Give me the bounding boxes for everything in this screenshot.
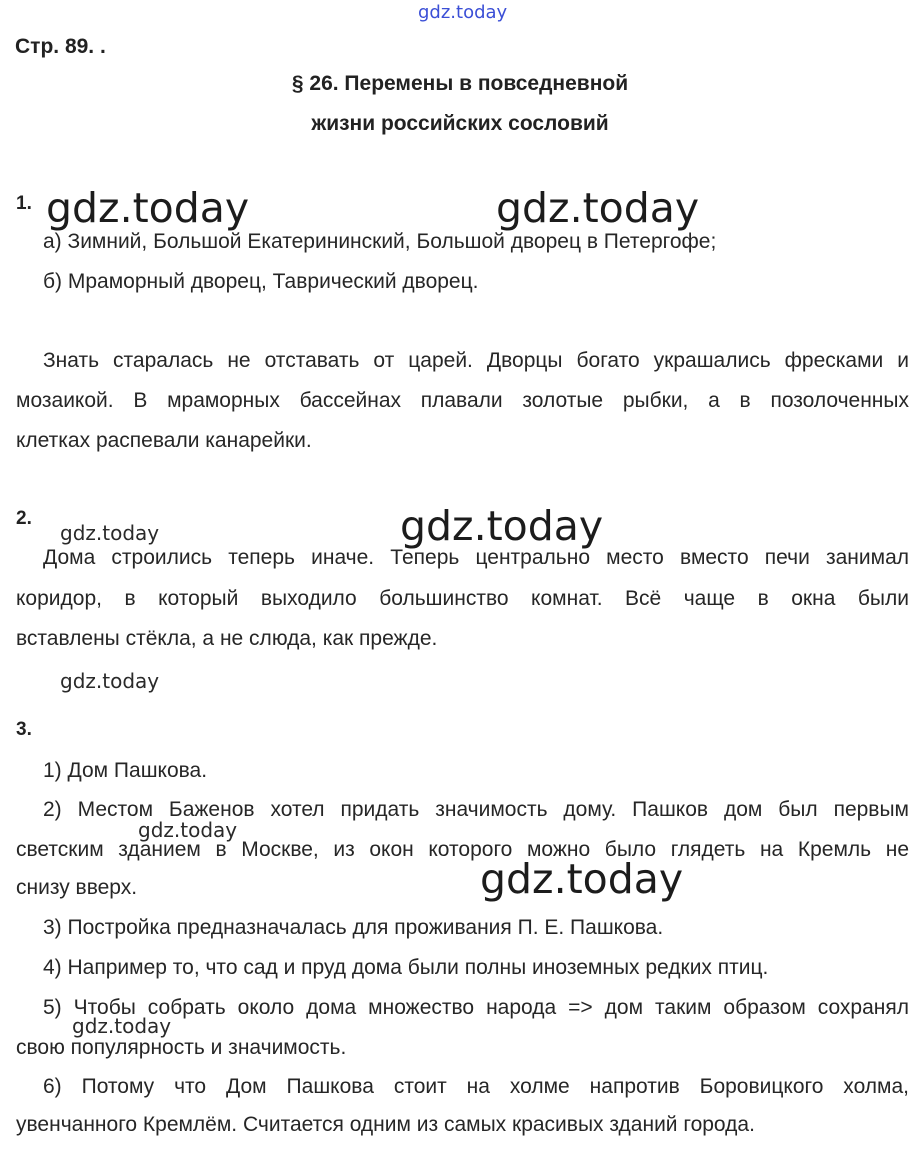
watermark: gdz.today — [72, 1014, 172, 1038]
watermark: gdz.today — [60, 521, 160, 545]
section-title-line2: жизни российских сословий — [311, 112, 609, 135]
watermark: gdz.today — [60, 669, 160, 693]
page-number: Стр. 89. . — [15, 35, 106, 58]
watermark: gdz.today — [496, 184, 700, 232]
watermark: gdz.today — [400, 502, 604, 550]
paragraph-line: мозаикой. В мраморных бассейнах плавали золотые рыбки, а в позолоченных — [16, 389, 909, 412]
answer-item-6-line: увенчанного Кремлём. Считается одним из самых красивых зданий города. — [16, 1113, 755, 1136]
section-title-line1: § 26. Перемены в повседневной — [291, 72, 629, 95]
watermark: gdz.today — [138, 818, 238, 842]
answer-item-2-line: снизу вверх. — [16, 876, 138, 899]
paragraph-line: Дома строились теперь иначе. Теперь центрально место вместо печи занимал — [43, 546, 909, 569]
answer-item-a: а) Зимний, Большой Екатерининский, Большой дворец в Петергофе; — [43, 230, 717, 253]
answer-item-1: 1) Дом Пашкова. — [43, 759, 208, 782]
answer-item-b: б) Мраморный дворец, Таврический дворец. — [43, 270, 479, 293]
watermark-top: gdz.today — [418, 2, 508, 23]
answer-item-6-line: 6) Потому что Дом Пашкова стоит на холме напротив Боровицкого холма, — [43, 1075, 909, 1098]
task-number-2: 2. — [16, 508, 32, 529]
answer-item-5-line: 5) Чтобы собрать около дома множество народа => дом таким образом сохранял — [43, 996, 909, 1019]
watermark: gdz.today — [480, 855, 684, 903]
watermark: gdz.today — [46, 184, 250, 232]
paragraph-line: клетках распевали канарейки. — [16, 429, 312, 452]
answer-item-2-line: светским зданием в Москве, из окон которого можно было глядеть на Кремль не — [16, 838, 909, 861]
answer-item-4: 4) Например то, что сад и пруд дома были полны иноземных редких птиц. — [43, 956, 769, 979]
answer-item-3: 3) Постройка предназначалась для проживания П. Е. Пашкова. — [43, 916, 664, 939]
answer-item-2-line: 2) Местом Баженов хотел придать значимость дому. Пашков дом был первым — [43, 798, 909, 821]
answer-item-5-line: свою популярность и значимость. — [16, 1036, 347, 1059]
task-number-3: 3. — [16, 719, 32, 740]
paragraph-line: вставлены стёкла, а не слюда, как прежде. — [16, 627, 438, 650]
task-number-1: 1. — [16, 193, 32, 214]
paragraph-line: Знать старалась не отставать от царей. Дворцы богато украшались фресками и — [43, 349, 909, 372]
paragraph-line: коридор, в который выходило большинство комнат. Всё чаще в окна были — [16, 587, 909, 610]
